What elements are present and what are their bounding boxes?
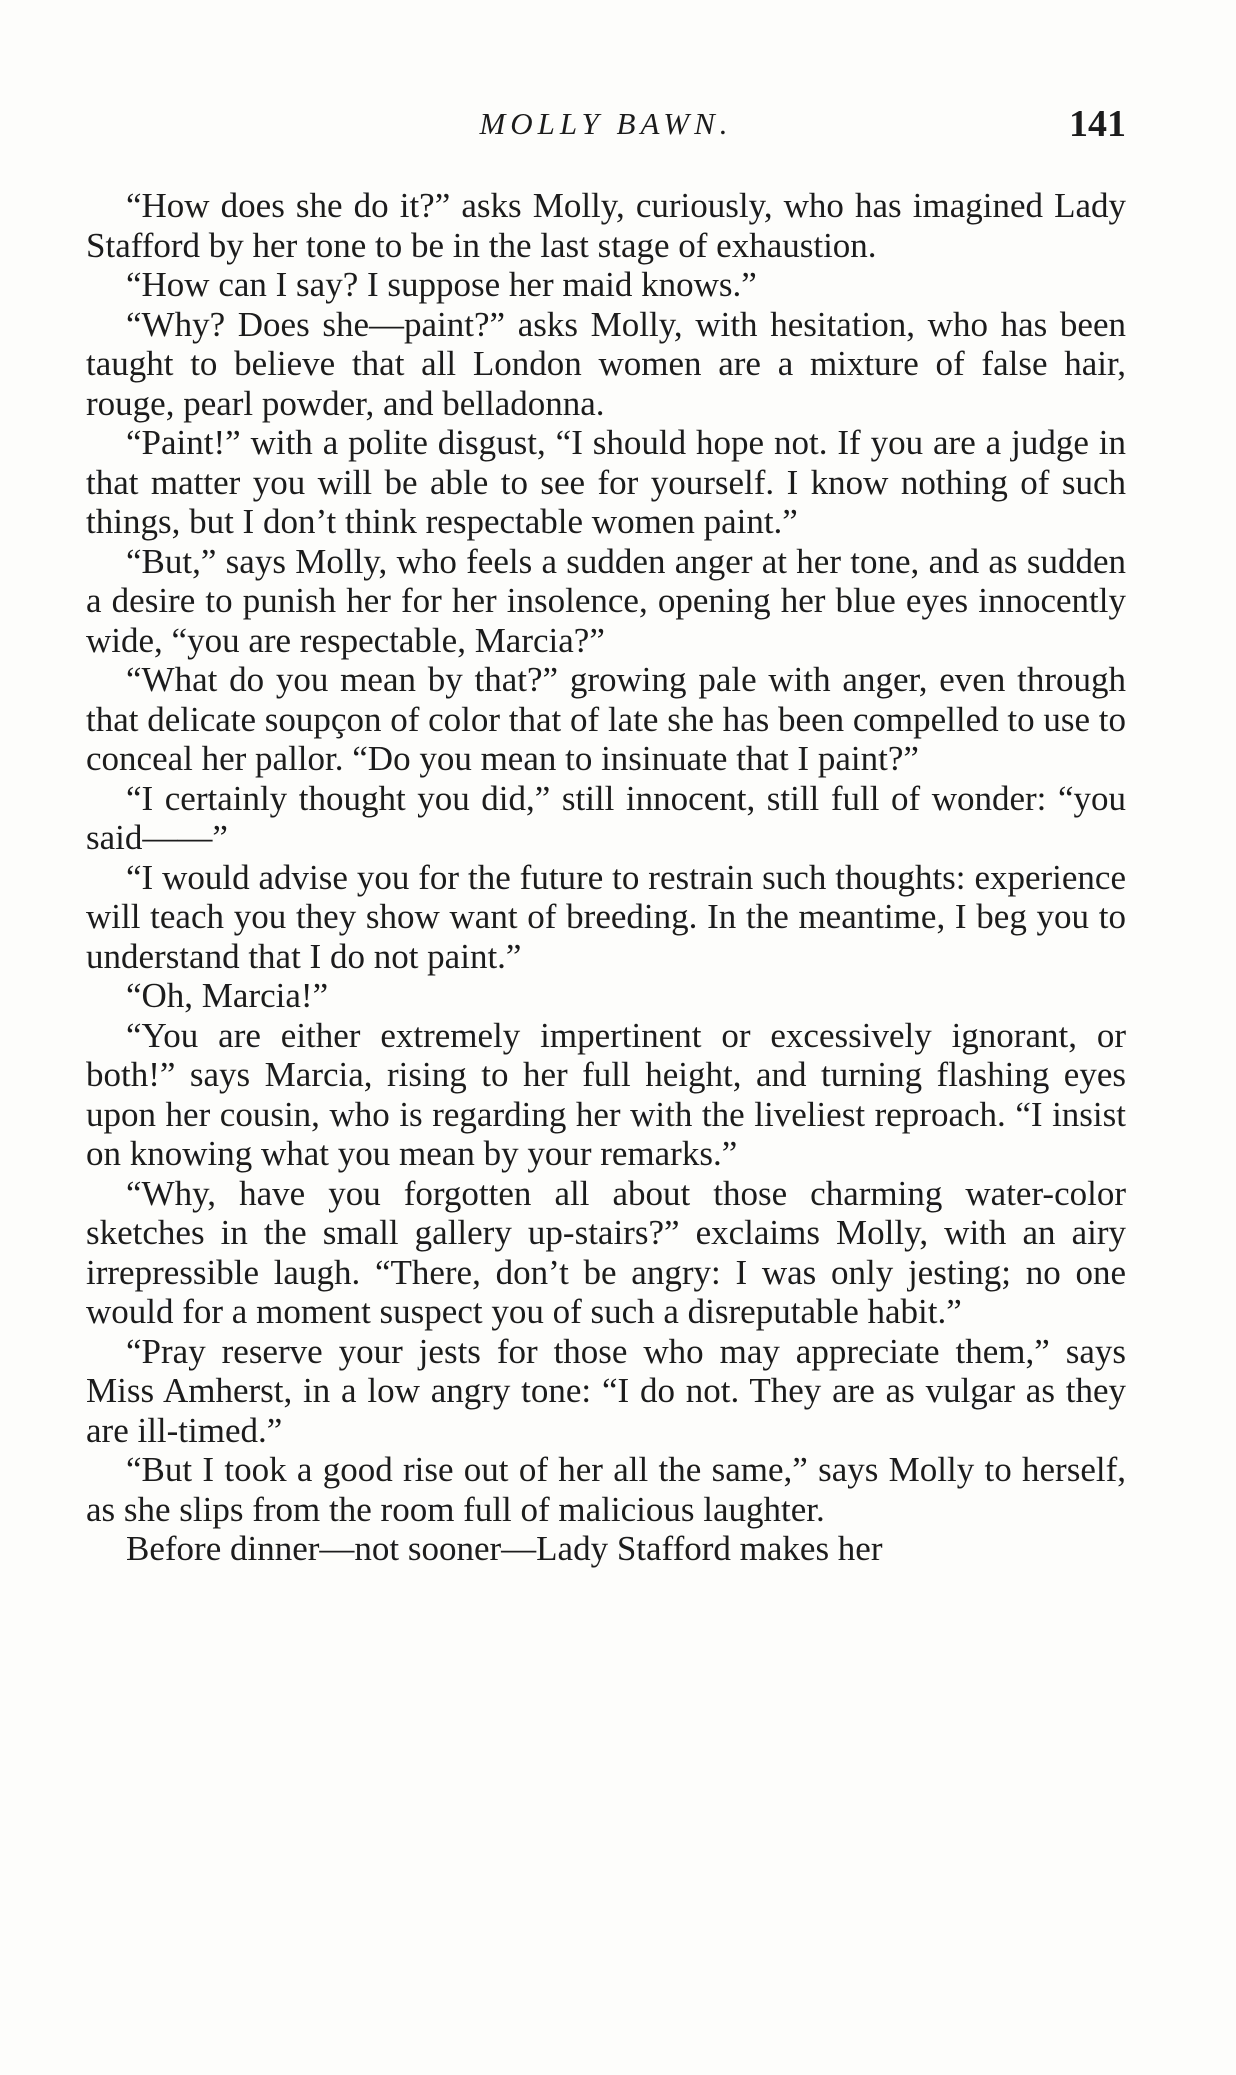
- paragraph: “How can I say? I suppose her maid knows.”: [126, 265, 757, 304]
- paragraph: “Why? Does she—paint?” asks Molly, with hesitation, who has been taught to believe that all London women are a mixture of false hair, rouge, pearl powder, and belladonna.: [86, 304, 1126, 423]
- paragraph: Before dinner—not sooner—Lady Stafford makes her: [126, 1529, 883, 1568]
- paragraph: “Pray reserve your jests for those who may appreciate them,” says Miss Amherst, in a low angry tone: “I do not. They are as vulgar as they are ill-timed.”: [86, 1331, 1126, 1450]
- paragraph: “Why, have you forgotten all about those charming water-color sketches in the small gallery up-stairs?” exclaims Molly, with an airy irrepressible laugh. “There, don’t be angry: I was only jesting; no one would for a moment suspect you of such a disreputable habit.”: [86, 1173, 1126, 1331]
- paragraph: “What do you mean by that?” growing pale with anger, even through that delicate soupçon of color that of late she has been compelled to use to conceal her pallor. “Do you mean to insinuate that I paint?”: [86, 660, 1126, 778]
- paragraph: “You are either extremely impertinent or excessively ignorant, or both!” says Marcia, rising to her full height, and turning flashing eyes upon her cousin, who is regarding her with the liveliest reproach. “I insist on knowing what you mean by your remarks.”: [86, 1015, 1126, 1173]
- paragraph: “Oh, Marcia!”: [126, 976, 329, 1015]
- running-title: MOLLY BAWN.: [479, 106, 733, 141]
- paragraph: “But,” says Molly, who feels a sudden anger at her tone, and as sudden a desire to punish her for her insolence, opening her blue eyes innocently wide, “you are respectable, Marcia?”: [86, 541, 1126, 660]
- paragraph: “I certainly thought you did,” still innocent, still full of wonder: “you said——”: [86, 778, 1126, 857]
- paragraph: “How does she do it?” asks Molly, curiously, who has imagined Lady Stafford by her tone to be in the last stage of exhaustion.: [86, 186, 1126, 265]
- page-number: 141: [1069, 103, 1126, 145]
- body-text: [86, 186, 1126, 1569]
- paragraph: “I would advise you for the future to restrain such thoughts: experience will teach you they show want of breeding. In the meantime, I beg you to understand that I do not paint.”: [86, 857, 1126, 976]
- paragraph: “Paint!” with a polite disgust, “I should hope not. If you are a judge in that matter you will be able to see for yourself. I know nothing of such things, but I don’t think respectable women paint.”: [86, 423, 1126, 541]
- page-header: [86, 103, 1126, 150]
- paragraph: “But I took a good rise out of her all the same,” says Molly to herself, as she slips from the room full of malicious laughter.: [86, 1450, 1126, 1529]
